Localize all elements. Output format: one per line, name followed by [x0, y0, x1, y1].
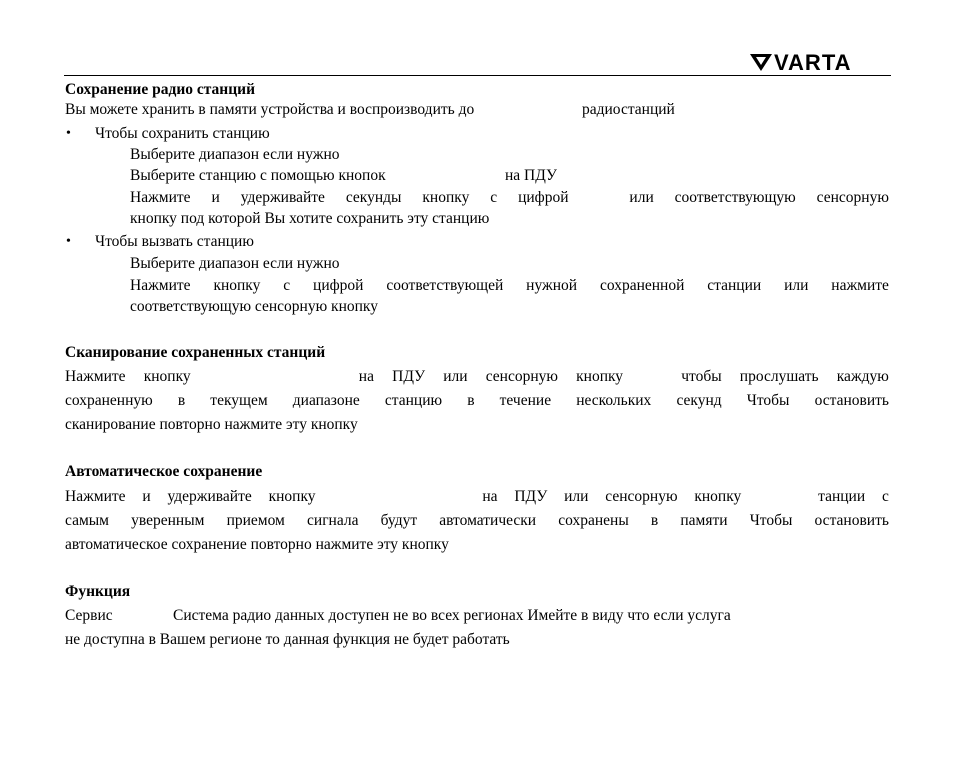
word: секунды	[345, 189, 402, 206]
word: на	[482, 488, 498, 505]
word: кнопку	[422, 189, 470, 206]
word: станции	[707, 277, 762, 294]
word: в	[467, 392, 475, 409]
word: чтобы	[681, 368, 722, 385]
word: уверенным	[131, 512, 205, 529]
word: удерживайте	[167, 488, 252, 505]
word: сенсорную	[485, 368, 558, 385]
word: сенсорную	[816, 189, 889, 206]
word: кнопку	[213, 277, 261, 294]
section-title: Автоматическое сохранение	[65, 463, 263, 480]
word: удерживайте	[240, 189, 325, 206]
word: нажмите	[831, 277, 889, 294]
word: или	[564, 488, 589, 505]
bullet-text: Чтобы вызвать станцию	[95, 233, 254, 250]
word: самым	[65, 512, 109, 529]
word: сигнала	[307, 512, 359, 529]
paragraph-text: Сервис	[65, 607, 113, 624]
paragraph-text: сканирование повторно нажмите эту кнопку	[65, 416, 358, 433]
word: в	[650, 512, 659, 529]
word: прослушать	[739, 368, 819, 385]
word: или	[784, 277, 809, 294]
word: или	[629, 189, 654, 206]
word: танции	[818, 488, 866, 505]
word: с	[283, 277, 291, 294]
step-text: Выберите диапазон если нужно	[130, 146, 340, 163]
word: кнопку	[143, 368, 191, 385]
word: или	[443, 368, 468, 385]
section-title: Сканирование сохраненных станций	[65, 344, 326, 361]
word: Чтобы	[746, 392, 790, 409]
word: соответствующей	[386, 277, 504, 294]
justified-line	[65, 488, 889, 506]
word: нескольких	[576, 392, 652, 409]
justified-line	[130, 277, 889, 295]
word: Нажмите	[130, 277, 191, 294]
word: станцию	[384, 392, 443, 409]
word: кнопку	[694, 488, 742, 505]
justified-line	[130, 189, 889, 207]
section-title: Сохранение радио станций	[65, 81, 256, 98]
step-text: на ПДУ	[505, 167, 557, 184]
paragraph-text: Вы можете хранить в памяти устройства и воспроизводить до	[65, 101, 475, 118]
word: сенсорную	[605, 488, 678, 505]
word: сохранены	[558, 512, 629, 529]
word: в	[177, 392, 186, 409]
logo-text: VARTA	[774, 52, 852, 72]
word: будут	[380, 512, 418, 529]
word: с	[881, 488, 889, 505]
word: Нажмите	[65, 488, 126, 505]
section-title: Функция	[65, 583, 131, 600]
word: течение	[499, 392, 552, 409]
word: цифрой	[518, 189, 569, 206]
word: Нажмите	[65, 368, 126, 385]
word: ПДУ	[392, 368, 426, 385]
word: на	[358, 368, 374, 385]
word: сохраненной	[599, 277, 685, 294]
word: каждую	[836, 368, 889, 385]
word: Чтобы	[749, 512, 793, 529]
paragraph-text: не доступна в Вашем регионе то данная функция не будет работать	[65, 631, 510, 648]
word: памяти	[680, 512, 728, 529]
word: и	[211, 189, 220, 206]
word: ПДУ	[514, 488, 548, 505]
word: цифрой	[313, 277, 364, 294]
word: с	[490, 189, 498, 206]
paragraph-text: радиостанций	[582, 101, 675, 118]
bullet-icon: •	[66, 234, 71, 249]
word: диапазоне	[292, 392, 360, 409]
step-text: Выберите диапазон если нужно	[130, 255, 340, 272]
step-text: соответствующую сенсорную кнопку	[130, 298, 378, 315]
paragraph-text: автоматическое сохранение повторно нажмите эту кнопку	[65, 536, 449, 553]
word: и	[142, 488, 151, 505]
word: остановить	[814, 512, 889, 529]
word: Нажмите	[130, 189, 191, 206]
bullet-icon: •	[66, 126, 71, 141]
varta-logo	[750, 52, 892, 72]
word: нужной	[526, 277, 578, 294]
justified-line	[65, 368, 889, 386]
header-rule	[64, 75, 891, 76]
justified-line	[65, 392, 889, 410]
word: автоматически	[439, 512, 537, 529]
word: текущем	[210, 392, 268, 409]
bullet-text: Чтобы сохранить станцию	[95, 125, 270, 142]
step-text: Выберите станцию с помощью кнопок	[130, 167, 386, 184]
varta-emblem-icon	[750, 54, 772, 71]
paragraph-text: Система радио данных доступен не во всех регионах Имейте в виду что если услуга	[173, 607, 731, 624]
word: кнопку	[268, 488, 316, 505]
word: секунд	[676, 392, 722, 409]
justified-line	[65, 512, 889, 530]
step-text: кнопку под которой Вы хотите сохранить эту станцию	[130, 210, 490, 227]
word: соответствующую	[674, 189, 796, 206]
word: приемом	[226, 512, 285, 529]
word: сохраненную	[65, 392, 153, 409]
word: кнопку	[576, 368, 624, 385]
word: остановить	[814, 392, 889, 409]
